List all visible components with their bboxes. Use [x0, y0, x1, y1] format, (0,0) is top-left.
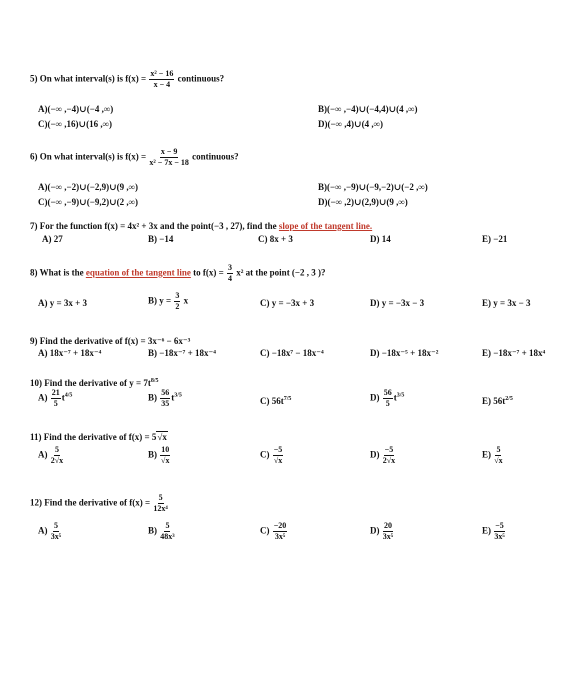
q11-choice-e[interactable]: E) $\frac{5}{√x}$	[482, 445, 503, 465]
q7-choice-e[interactable]: E) −21	[482, 234, 508, 244]
q10-choice-a[interactable]: A) $\frac{21}{5}$ $t^{4/5}$	[38, 388, 73, 408]
q8-choice-e[interactable]: E) y = 3x − 3	[482, 298, 531, 308]
q11-choice-c[interactable]: C) $\frac{-5}{√x}$	[260, 445, 283, 465]
q7-stem: 7) For the function f(x) = 4x² + 3x and the point(−3 , 27), find the slope of the tangent line.	[30, 221, 373, 231]
q6-fraction: $\frac{x - 9}{\text{x² − 7x − 18}}$	[149, 147, 189, 167]
q8-choice-a[interactable]: A) y = 3x + 3	[38, 298, 88, 308]
q11-choice-a[interactable]: A) $\frac{5}{2√x}$	[38, 445, 64, 465]
sqrt-symbol: √x	[157, 432, 167, 442]
q6-choice-b[interactable]: B)(−∞ ,−9)∪(−9,−2)∪(−2 ,∞)	[318, 182, 428, 192]
q5-fraction: $\frac{\text{x² − 16}}{x - 4}$	[150, 69, 174, 89]
q7-choice-d[interactable]: D) 14	[370, 234, 391, 244]
q8-b-fraction: $\frac{3}{2}$	[175, 291, 180, 311]
q6-choice-c[interactable]: C)(−∞ ,−9)∪(−9,2)∪(2 ,∞)	[38, 197, 139, 207]
q10-choice-b[interactable]: B) $\frac{56}{35}$ $t^{3/5}$	[148, 388, 182, 408]
q10-stem: 10) Find the derivative of $y = 7t^{8/5}$	[30, 378, 159, 388]
q7-choice-b[interactable]: B) −14	[148, 234, 174, 244]
q10-choice-c[interactable]: C) $56t^{7/5}$	[260, 396, 292, 406]
q11-choice-b[interactable]: B) $\frac{10}{√x}$	[148, 445, 170, 465]
q9-choice-d[interactable]: D) −18x⁻⁵ + 18x⁻²	[370, 348, 439, 358]
q8-fraction: $\frac{3}{4}$	[227, 263, 232, 283]
q5-choice-b[interactable]: B)(−∞ ,−4)∪(−4,4)∪(4 ,∞)	[318, 104, 418, 114]
q11-stem: 11) Find the derivative of f(x) = 5√x	[30, 432, 167, 442]
q9-stem: 9) Find the derivative of f(x) = 3x⁻⁶ − 6x⁻³	[30, 336, 191, 346]
q5-choice-d[interactable]: D)(−∞ ,4)∪(4 ,∞)	[318, 119, 383, 129]
q8-choice-b[interactable]: B) y = $\frac{3}{2}$ x	[148, 291, 189, 311]
q5-choice-a[interactable]: A)(−∞ ,−4)∪(−4 ,∞)	[38, 104, 114, 114]
q12-choice-a[interactable]: A) $\frac{5}{\text{3x⁵}}$	[38, 521, 62, 541]
q8-stem: 8) What is the equation of the tangent line to f(x) = $\frac{3}{4}$ x² at the point (−2 , 3 )?	[30, 263, 326, 283]
q7-choice-a[interactable]: A) 27	[42, 234, 63, 244]
q8-choice-c[interactable]: C) y = −3x + 3	[260, 298, 315, 308]
q9-choice-a[interactable]: A) 18x⁻⁷ + 18x⁻⁴	[38, 348, 102, 358]
q12-choice-e[interactable]: E) $\frac{-5}{\text{3x⁵}}$	[482, 521, 505, 541]
q5-choice-c[interactable]: C)(−∞ ,16)∪(16 ,∞)	[38, 119, 112, 129]
q9-choice-c[interactable]: C) −18x⁷ − 18x⁻⁴	[260, 348, 324, 358]
q8-choice-d[interactable]: D) y = −3x − 3	[370, 298, 425, 308]
q12-fraction: $\frac{5}{\text{12x⁴}}$	[153, 493, 168, 513]
q7-choice-c[interactable]: C) 8x + 3	[258, 234, 293, 244]
q12-choice-d[interactable]: D) $\frac{20}{\text{3x⁵}}$	[370, 521, 394, 541]
q9-choice-e[interactable]: E) −18x⁻⁷ + 18x⁴	[482, 348, 546, 358]
q12-choice-c[interactable]: C) $\frac{-20}{\text{3x⁵}}$	[260, 521, 287, 541]
q6-stem: 6) On what interval(s) is f(x) = $\frac{x - 9}{\text{x² − 7x − 18}}$ continuous?	[30, 147, 239, 167]
q8-highlight: equation of the tangent line	[85, 267, 191, 278]
q10-choice-d[interactable]: D) $\frac{56}{5}$ $t^{3/5}$	[370, 388, 405, 408]
q12-stem: 12) Find the derivative of f(x) = $\frac{5}{\text{12x⁴}}$	[30, 493, 168, 513]
q6-choice-d[interactable]: D)(−∞ ,2)∪(2,9)∪(9 ,∞)	[318, 197, 408, 207]
q9-choice-b[interactable]: B) −18x⁻⁷ + 18x⁻⁴	[148, 348, 216, 358]
q7-highlight: slope of the tangent line.	[278, 221, 373, 231]
q5-stem: 5) On what interval(s) is f(x) = $\frac{\text{x² − 16}}{x - 4}$ continuous?	[30, 69, 225, 89]
q11-choice-d[interactable]: D) $\frac{-5}{2√x}$	[370, 445, 396, 465]
q12-choice-b[interactable]: B) $\frac{5}{\text{48x³}}$	[148, 521, 175, 541]
q6-choice-a[interactable]: A)(−∞ ,−2)∪(−2,9)∪(9 ,∞)	[38, 182, 139, 192]
q10-choice-e[interactable]: E) $56t^{2/5}$	[482, 396, 513, 406]
